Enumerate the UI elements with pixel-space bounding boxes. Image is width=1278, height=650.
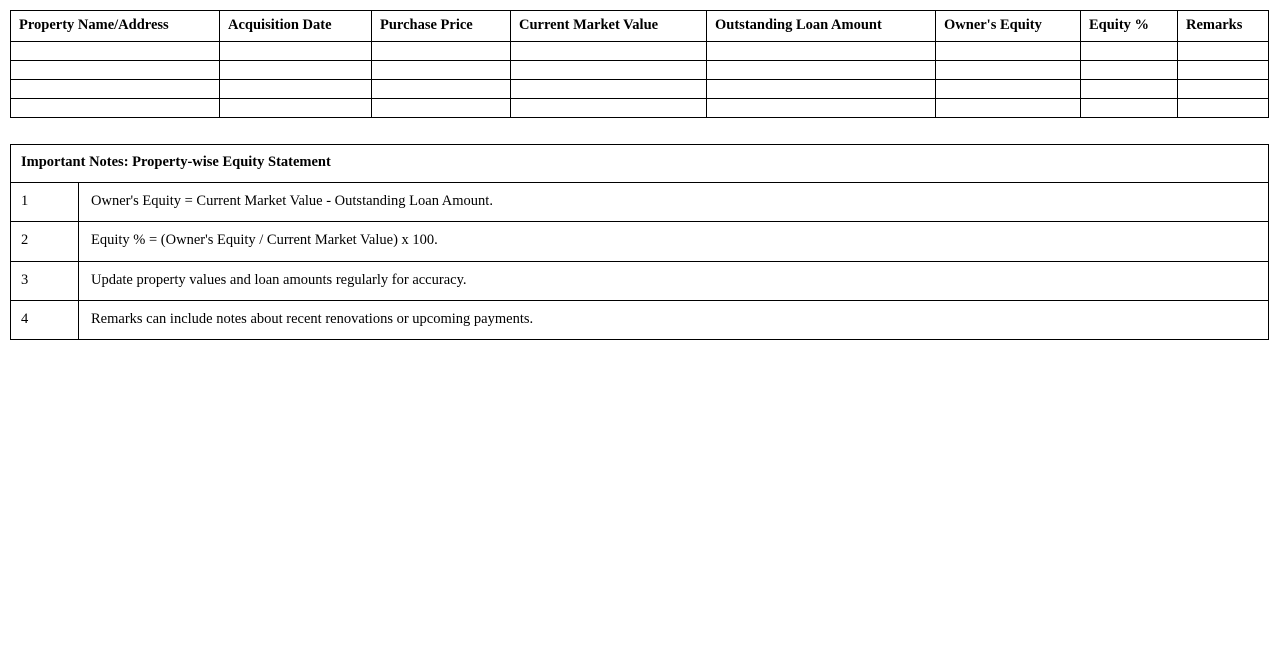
table-row (11, 61, 1269, 80)
cell-owners-equity[interactable] (936, 80, 1081, 99)
cell-current-market-value[interactable] (511, 99, 707, 118)
note-number: 1 (11, 182, 79, 221)
column-header-equity-percent: Equity % (1081, 11, 1178, 42)
cell-acquisition-date[interactable] (220, 99, 372, 118)
note-row (11, 261, 1269, 300)
notes-title-row (11, 145, 1269, 182)
table-row (11, 42, 1269, 61)
cell-property-name[interactable] (11, 80, 220, 99)
cell-equity-percent[interactable] (1081, 42, 1178, 61)
table-row (11, 80, 1269, 99)
note-row (11, 300, 1269, 339)
column-header-outstanding-loan-amount: Outstanding Loan Amount (707, 11, 936, 42)
note-text: Update property values and loan amounts regularly for accuracy. (79, 261, 1269, 300)
property-equity-table (10, 10, 1269, 118)
cell-property-name[interactable] (11, 42, 220, 61)
table-row (11, 99, 1269, 118)
cell-remarks[interactable] (1178, 80, 1269, 99)
cell-purchase-price[interactable] (372, 61, 511, 80)
cell-equity-percent[interactable] (1081, 61, 1178, 80)
cell-outstanding-loan-amount[interactable] (707, 99, 936, 118)
cell-acquisition-date[interactable] (220, 42, 372, 61)
cell-acquisition-date[interactable] (220, 80, 372, 99)
column-header-owners-equity: Owner's Equity (936, 11, 1081, 42)
note-text: Owner's Equity = Current Market Value - Outstanding Loan Amount. (79, 182, 1269, 221)
cell-purchase-price[interactable] (372, 99, 511, 118)
note-number: 3 (11, 261, 79, 300)
cell-current-market-value[interactable] (511, 80, 707, 99)
cell-equity-percent[interactable] (1081, 99, 1178, 118)
cell-outstanding-loan-amount[interactable] (707, 61, 936, 80)
column-header-property-name: Property Name/Address (11, 11, 220, 42)
cell-remarks[interactable] (1178, 99, 1269, 118)
cell-remarks[interactable] (1178, 42, 1269, 61)
note-text: Equity % = (Owner's Equity / Current Market Value) x 100. (79, 222, 1269, 261)
note-number: 2 (11, 222, 79, 261)
column-header-current-market-value: Current Market Value (511, 11, 707, 42)
cell-outstanding-loan-amount[interactable] (707, 80, 936, 99)
column-header-remarks: Remarks (1178, 11, 1269, 42)
cell-purchase-price[interactable] (372, 42, 511, 61)
note-row (11, 182, 1269, 221)
notes-title: Important Notes: Property-wise Equity Statement (11, 145, 1269, 182)
table-header-row (11, 11, 1269, 42)
cell-owners-equity[interactable] (936, 42, 1081, 61)
cell-acquisition-date[interactable] (220, 61, 372, 80)
column-header-acquisition-date: Acquisition Date (220, 11, 372, 42)
cell-purchase-price[interactable] (372, 80, 511, 99)
cell-current-market-value[interactable] (511, 42, 707, 61)
important-notes-section (10, 144, 1278, 340)
note-row (11, 222, 1269, 261)
cell-equity-percent[interactable] (1081, 80, 1178, 99)
cell-outstanding-loan-amount[interactable] (707, 42, 936, 61)
cell-current-market-value[interactable] (511, 61, 707, 80)
cell-owners-equity[interactable] (936, 61, 1081, 80)
cell-property-name[interactable] (11, 61, 220, 80)
important-notes-table (10, 144, 1269, 340)
cell-owners-equity[interactable] (936, 99, 1081, 118)
cell-remarks[interactable] (1178, 61, 1269, 80)
note-text: Remarks can include notes about recent renovations or upcoming payments. (79, 300, 1269, 339)
cell-property-name[interactable] (11, 99, 220, 118)
note-number: 4 (11, 300, 79, 339)
column-header-purchase-price: Purchase Price (372, 11, 511, 42)
